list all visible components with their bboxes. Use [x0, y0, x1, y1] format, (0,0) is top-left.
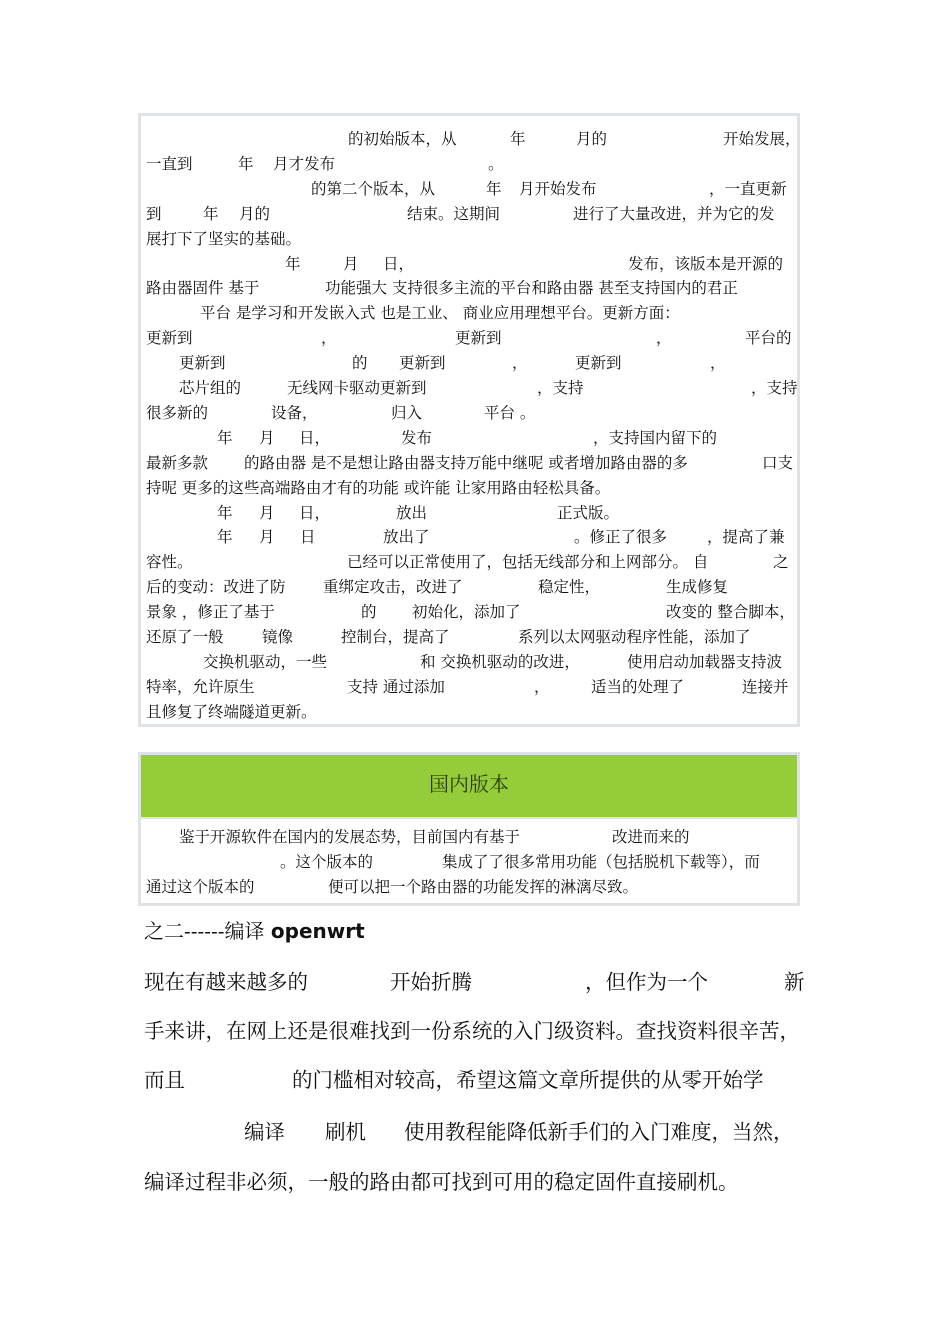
section-heading-prefix: 之二------编译 — [144, 919, 265, 943]
text-segment: 一直到 — [146, 155, 193, 173]
body-text-line — [144, 962, 814, 1002]
text-segment: 功能强大 支持很多主流的平台和路由器 甚至支持国内的君正 — [325, 279, 738, 297]
history-text-line — [145, 152, 793, 176]
text-segment: 正式版。 — [557, 504, 620, 522]
text-segment: 。 — [488, 155, 504, 173]
history-text-line — [145, 301, 793, 325]
history-text-line — [145, 401, 793, 425]
text-segment: ， — [656, 329, 672, 347]
text-segment: 日 — [300, 528, 316, 546]
text-segment: 年 — [217, 504, 233, 522]
text-segment: 更新到 — [455, 329, 502, 347]
history-text-line — [145, 177, 793, 201]
domestic-text-line — [145, 875, 793, 899]
text-segment: 日， — [299, 504, 331, 522]
text-segment: 芯片组的 — [179, 379, 242, 397]
text-segment: 和 交换机驱动的改进， — [420, 653, 580, 671]
text-segment: 月 — [259, 528, 275, 546]
text-segment: 很多新的 — [146, 404, 209, 422]
text-segment: 。这个版本的 — [280, 853, 374, 871]
text-segment: 使用教程能降低新手们的入门难度，当然， — [404, 1120, 794, 1144]
text-segment: 通过这个版本的 — [146, 878, 255, 896]
text-segment: 发布 — [401, 429, 433, 447]
text-segment: 月 — [259, 504, 275, 522]
text-segment: 新 — [784, 970, 805, 994]
text-segment: 发布，该版本是开源的 — [628, 255, 784, 273]
body-text-line — [144, 1162, 814, 1202]
history-text-line — [145, 202, 793, 226]
text-segment: 更新到 — [146, 329, 193, 347]
history-text-line — [145, 700, 793, 724]
text-segment: 集成了了很多常用功能（包括脱机下载等），而 — [442, 853, 760, 871]
text-segment: 到 — [146, 205, 162, 223]
text-segment: 放出 — [396, 504, 428, 522]
history-text-line — [145, 276, 793, 300]
history-text-line — [145, 650, 793, 674]
history-text-line — [145, 501, 793, 525]
text-segment: 的门槛相对较高，希望这篇文章所提供的从零开始学 — [292, 1068, 764, 1092]
history-text-line — [145, 451, 793, 475]
text-segment: 景象 ，修正了基于 — [146, 603, 275, 621]
text-segment: 月 — [259, 429, 275, 447]
text-segment: 的路由器 是不是想让路由器支持万能中继呢 或者增加路由器的多 — [244, 454, 688, 472]
text-segment: 更新到 — [575, 354, 622, 372]
text-segment: 开始发展， — [723, 130, 801, 148]
text-segment: 特率，允许原生 — [146, 678, 255, 696]
text-segment: 系列以太网驱动程序性能，添加了 — [518, 628, 751, 646]
text-segment: 而且 — [144, 1068, 185, 1092]
text-segment: 编译过程非必须，一般的路由都可找到可用的稳定固件直接刷机。 — [144, 1170, 739, 1194]
text-segment: 平台的 — [745, 329, 792, 347]
text-segment: 已经可以正常使用了，包括无线部分和上网部分。 自 — [347, 553, 709, 571]
text-segment: 。修正了很多 — [574, 528, 668, 546]
text-segment: 年 — [203, 205, 219, 223]
text-segment: ， — [321, 329, 337, 347]
text-segment: ，一直更新 — [709, 180, 787, 198]
text-segment: 手来讲，在网上还是很难找到一份系统的入门级资料。查找资料很辛苦， — [144, 1019, 800, 1043]
text-segment: 的 — [352, 354, 368, 372]
text-segment: 控制台，提高了 — [341, 628, 450, 646]
history-text-line — [145, 575, 793, 599]
text-segment: 现在有越来越多的 — [144, 970, 308, 994]
history-text-line — [145, 550, 793, 574]
body-text-line — [144, 1060, 814, 1100]
text-segment: ，支持 — [751, 379, 798, 397]
text-segment: 月的 — [239, 205, 271, 223]
history-text-line — [145, 600, 793, 624]
text-segment: 刷机 — [325, 1120, 366, 1144]
text-segment: 便可以把一个路由器的功能发挥的淋漓尽致。 — [328, 878, 639, 896]
text-segment: 平台 。 — [484, 404, 536, 422]
text-segment: 适当的处理了 — [591, 678, 685, 696]
text-segment: 且修复了终端隧道更新。 — [146, 703, 317, 721]
text-segment: 还原了一般 — [146, 628, 224, 646]
text-segment: 归入 — [391, 404, 423, 422]
text-segment: 年 — [510, 130, 526, 148]
text-segment: 年 — [285, 255, 301, 273]
text-segment: 的第二个版本，从 — [311, 180, 436, 198]
history-text-line — [145, 675, 793, 699]
text-segment: 年 — [238, 155, 254, 173]
text-segment: 日， — [299, 429, 331, 447]
history-text-line — [145, 127, 801, 151]
text-segment: 交换机驱动，一些 — [203, 653, 328, 671]
body-text-line — [144, 1112, 814, 1152]
text-segment: 月才发布 — [273, 155, 336, 173]
history-text-line — [145, 227, 793, 251]
text-segment: ，提高了兼 — [707, 528, 785, 546]
text-segment: ， — [710, 354, 726, 372]
history-text-line — [145, 525, 793, 549]
history-text-line — [145, 351, 793, 375]
text-segment: 月的 — [576, 130, 608, 148]
text-segment: 年 — [217, 528, 233, 546]
history-text-line — [145, 476, 793, 500]
text-segment: 改变的 整合脚本， — [666, 603, 795, 621]
text-segment: 的初始版本，从 — [348, 130, 457, 148]
text-segment: 持呢 更多的这些高端路由才有的功能 或许能 让家用路由轻松具备。 — [146, 479, 611, 497]
text-segment: ， — [512, 354, 528, 372]
section-heading-keyword: openwrt — [270, 919, 365, 943]
text-segment: 进行了大量改进，并为它的发 — [573, 205, 775, 223]
text-segment: 镜像 — [262, 628, 294, 646]
history-text-line — [145, 376, 798, 400]
text-segment: 路由器固件 基于 — [146, 279, 260, 297]
text-segment: 年 — [486, 180, 502, 198]
domestic-text-line — [145, 825, 793, 849]
text-segment: ，支持国内留下的 — [593, 429, 718, 447]
text-segment: 鉴于开源软件在国内的发展态势，目前国内有基于 — [179, 828, 521, 846]
text-segment: 后的变动：改进了防 — [146, 578, 286, 596]
history-text-line — [145, 625, 793, 649]
text-segment: ，支持 — [537, 379, 584, 397]
text-segment: 重绑定攻击，改进了 — [323, 578, 463, 596]
text-segment: 最新多款 — [146, 454, 209, 472]
text-segment: 更新到 — [399, 354, 446, 372]
text-segment: 改进而来的 — [612, 828, 690, 846]
text-segment: ，但作为一个 — [585, 970, 708, 994]
text-segment: 年 — [217, 429, 233, 447]
history-text-line — [145, 252, 793, 276]
text-segment: 月 — [343, 255, 359, 273]
text-segment: 的 — [361, 603, 377, 621]
history-text-box — [138, 113, 800, 727]
text-segment: 放出了 — [383, 528, 430, 546]
text-segment: 连接并 — [742, 678, 789, 696]
text-segment: 之 — [773, 553, 789, 571]
domestic-version-title: 国内版本 — [141, 755, 797, 819]
history-text-line — [145, 326, 793, 350]
text-segment: 月开始发布 — [519, 180, 597, 198]
text-segment: 口支 — [762, 454, 794, 472]
domestic-text-line — [145, 850, 793, 874]
domestic-version-box — [138, 752, 800, 906]
text-segment: 容性。 — [146, 553, 193, 571]
text-segment: 结束。这期间 — [407, 205, 501, 223]
text-segment: 开始折腾 — [390, 970, 472, 994]
text-segment: ， — [534, 678, 550, 696]
text-segment: 稳定性， — [538, 578, 601, 596]
text-segment: 更新到 — [179, 354, 226, 372]
section-heading — [144, 914, 365, 948]
text-segment: 初始化，添加了 — [412, 603, 521, 621]
text-segment: 日， — [383, 255, 415, 273]
text-segment: 支持 通过添加 — [347, 678, 445, 696]
text-segment: 设备， — [271, 404, 318, 422]
text-segment: 展打下了坚实的基础。 — [146, 230, 302, 248]
text-segment: 无线网卡驱动更新到 — [287, 379, 427, 397]
text-segment: 生成修复 — [666, 578, 729, 596]
body-text-line — [144, 1011, 814, 1051]
history-text-line — [145, 426, 793, 450]
text-segment: 使用启动加载器支持波 — [627, 653, 783, 671]
text-segment: 编译 — [244, 1120, 285, 1144]
text-segment: 平台 是学习和开发嵌入式 也是工业、 商业应用理想平台。更新方面： — [200, 304, 680, 322]
